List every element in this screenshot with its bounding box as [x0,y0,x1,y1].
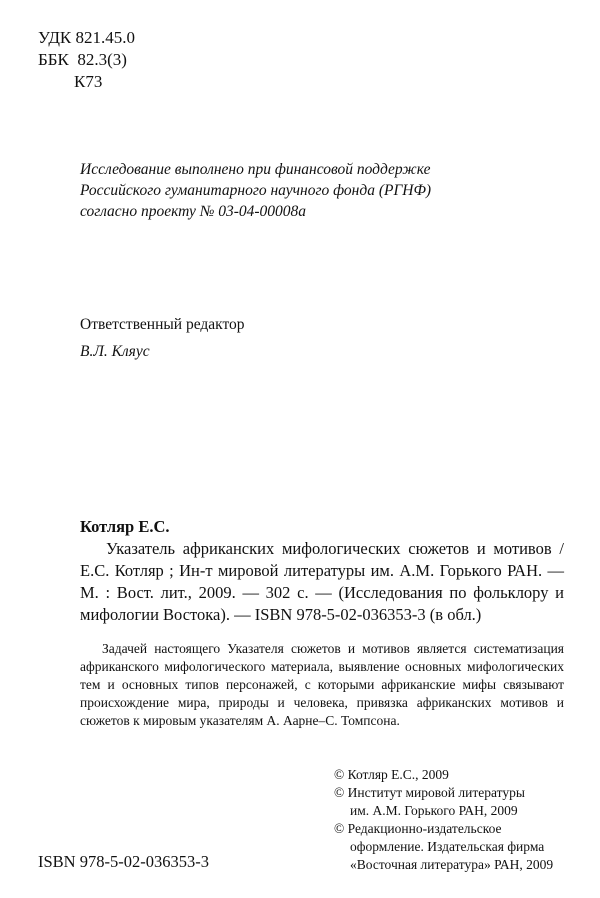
bib-author: Котляр Е.С. [80,517,170,536]
editor-name: В.Л. Кляус [80,343,150,360]
funding-line: согласно проекту № 03-04-00008а [80,203,307,220]
funding-line: Российского гуманитарного научного фонда (РГНФ) [80,182,432,199]
bbk-code: ББК 82.3(3) [38,50,127,69]
copyright-institute-cont: им. А.М. Горького РАН, 2009 [350,803,518,818]
bib-description: Указатель африканских мифологических сюжетов и мотивов / Е.С. Котляр ; Ин-т мировой литературы им. А.М. Горького РАН. — М. : Вост. лит., 2009. — 302 с. — (Исследования по фольклору и мифологии Востока). — ISBN 978-5-02-036353-3 (в обл.) [80,539,564,624]
copyright-block [334,766,574,874]
copyright-author: © Котляр Е.С., 2009 [334,767,449,782]
isbn: ISBN 978-5-02-036353-3 [38,852,209,871]
udk-code: УДК 821.45.0 [38,28,136,47]
author-mark: К73 [74,72,103,91]
copyright-design: © Редакционно-издательское [334,821,502,836]
copyright-institute: © Институт мировой литературы [334,785,525,800]
editor-role: Ответственный редактор [80,316,245,333]
funding-line: Исследование выполнено при финансовой поддержке [80,161,431,178]
bibliographic-record [80,516,564,626]
copyright-design-cont: оформление. Издательская фирма [350,839,545,854]
funding-note [80,159,540,222]
copyright-publisher: «Восточная литература» РАН, 2009 [350,857,554,872]
annotation: Задачей настоящего Указателя сюжетов и мотивов является систематизация африканского мифологического материала, выявление основных мифологических тем и основных типов персонажей, с которыми африканские мифы связывают происхождение мира, природы и человека, привязка африканских мотивов и сюжетов к мировым указателям А. Аарне–С. Томпсона. [80,641,564,728]
